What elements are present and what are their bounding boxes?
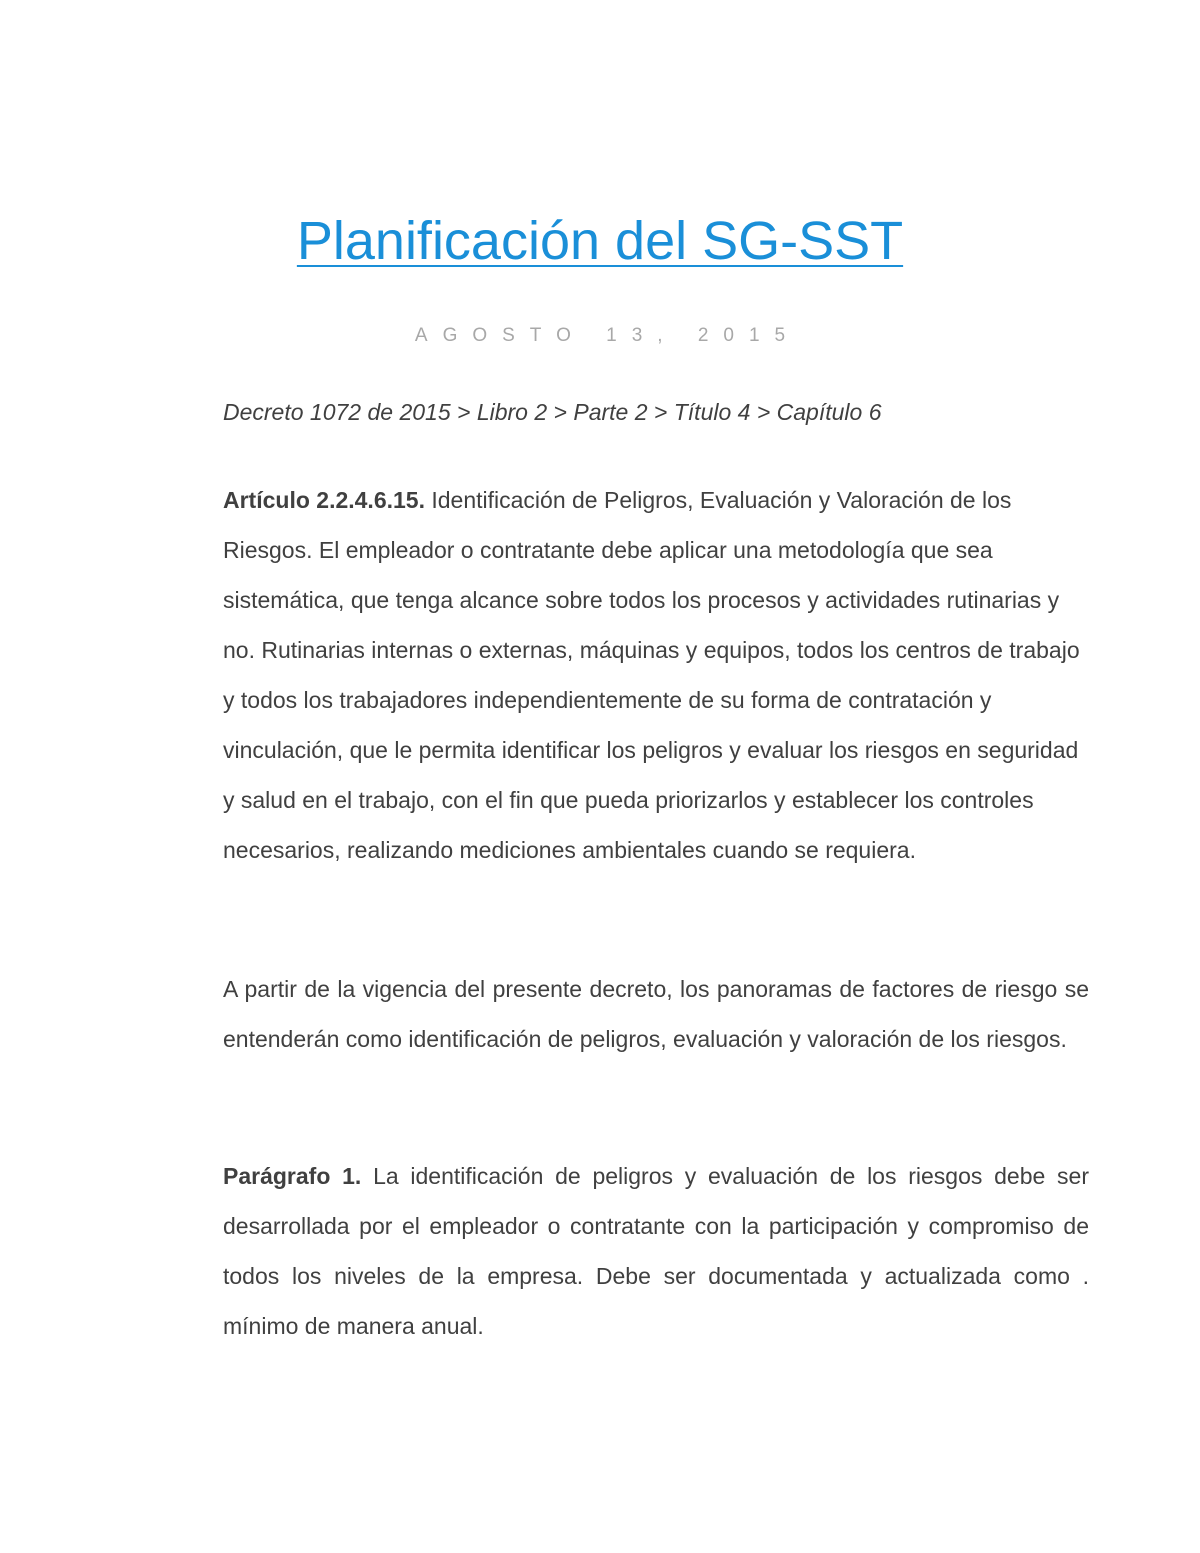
paragrafo-text: La identificación de peligros y evaluación de los riesgos debe ser desarrollada por el empleador o contratante con la participación y compromiso de todos los niveles de la empresa. Debe ser documentada y actualizada como . mínimo de manera anual. [223,1163,1089,1339]
paragrafo-label: Parágrafo 1. [223,1163,362,1189]
article-paragraph [223,475,1089,875]
vigencia-paragraph: A partir de la vigencia del presente decreto, los panoramas de factores de riesgo se entenderán como identificación de peligros, evaluación y valoración de los riesgos. [223,976,1089,1052]
page-title[interactable]: Planificación del SG-SST [296,211,904,271]
breadcrumb: Decreto 1072 de 2015 > Libro 2 > Parte 2 > Título 4 > Capítulo 6 [223,399,882,425]
article-text: Identificación de Peligros, Evaluación y Valoración de los Riesgos. El empleador o contratante debe aplicar una metodología que sea sistemática, que tenga alcance sobre todos los procesos y actividades rutinarias y no. Rutinarias internas o externas, máquinas y equipos, todos los centros de trabajo y todos los trabajadores independientemente de su forma de contratación y vinculación, que le permita identificar los peligros y evaluar los riesgos en seguridad y salud en el trabajo, con el fin que pueda priorizarlos y establecer los controles necesarios, realizando mediciones ambientales cuando se requiera. [223,487,1080,863]
article-label: Artículo 2.2.4.6.15. [223,487,425,513]
paragrafo-paragraph [223,1151,1089,1351]
post-date: AGOSTO 13, 2015 [414,325,801,346]
